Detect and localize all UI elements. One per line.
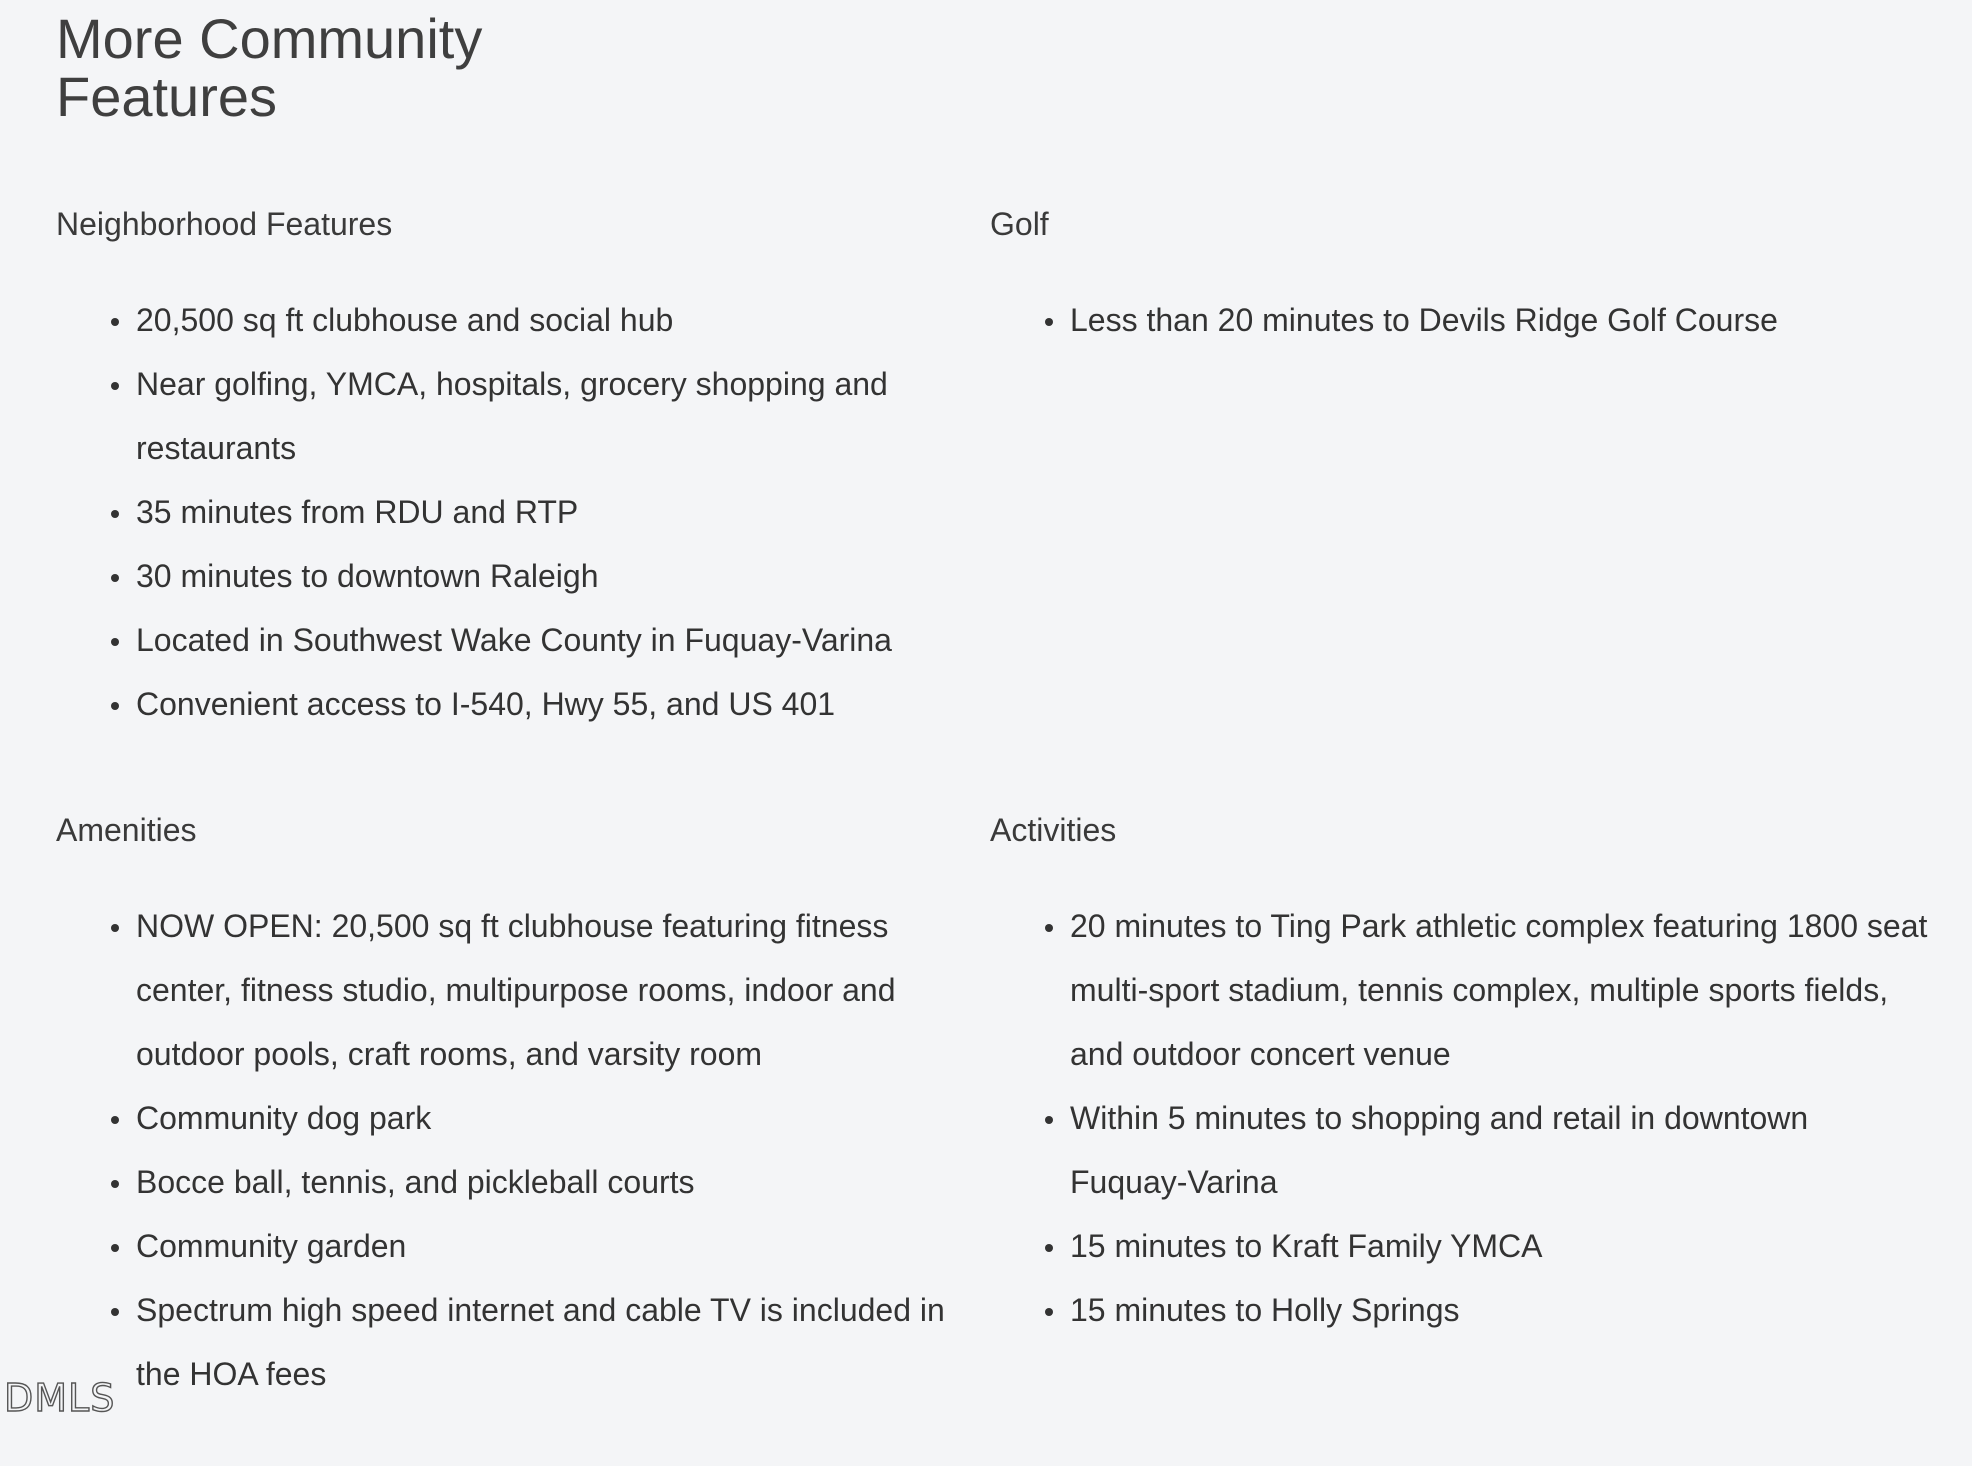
neighborhood-features-list [56, 288, 986, 736]
activities-heading: Activities [990, 812, 1117, 848]
list-item: Located in Southwest Wake County in Fuquay-Varina [136, 608, 986, 672]
list-item: Spectrum high speed internet and cable TV is included in the HOA fees [136, 1278, 986, 1406]
list-item: 35 minutes from RDU and RTP [136, 480, 986, 544]
golf-heading: Golf [990, 206, 1049, 242]
golf-section [990, 204, 1930, 352]
dmls-watermark-logo: DMLS [4, 1376, 116, 1420]
list-item: Community dog park [136, 1086, 986, 1150]
neighborhood-features-section [56, 204, 986, 736]
list-item: 20,500 sq ft clubhouse and social hub [136, 288, 986, 352]
list-item: 30 minutes to downtown Raleigh [136, 544, 986, 608]
list-item: 15 minutes to Holly Springs [1070, 1278, 1930, 1342]
list-item: Bocce ball, tennis, and pickleball courts [136, 1150, 986, 1214]
list-item: Less than 20 minutes to Devils Ridge Golf Course [1070, 288, 1930, 352]
activities-section [990, 810, 1930, 1342]
list-item: Convenient access to I-540, Hwy 55, and US 401 [136, 672, 986, 736]
amenities-section [56, 810, 986, 1406]
amenities-list [56, 894, 986, 1406]
page-title: More Community Features [56, 7, 483, 128]
list-item: Within 5 minutes to shopping and retail in downtown Fuquay-Varina [1070, 1086, 1930, 1214]
amenities-heading: Amenities [56, 812, 197, 848]
list-item: 20 minutes to Ting Park athletic complex featuring 1800 seat multi-sport stadium, tennis complex, multiple sports fields, and outdoor concert venue [1070, 894, 1930, 1086]
activities-list [990, 894, 1930, 1342]
list-item: Near golfing, YMCA, hospitals, grocery shopping and restaurants [136, 352, 986, 480]
list-item: Community garden [136, 1214, 986, 1278]
list-item: 15 minutes to Kraft Family YMCA [1070, 1214, 1930, 1278]
list-item: NOW OPEN: 20,500 sq ft clubhouse featuring fitness center, fitness studio, multipurpose rooms, indoor and outdoor pools, craft rooms, and varsity room [136, 894, 986, 1086]
neighborhood-features-heading: Neighborhood Features [56, 206, 393, 242]
golf-list [990, 288, 1930, 352]
